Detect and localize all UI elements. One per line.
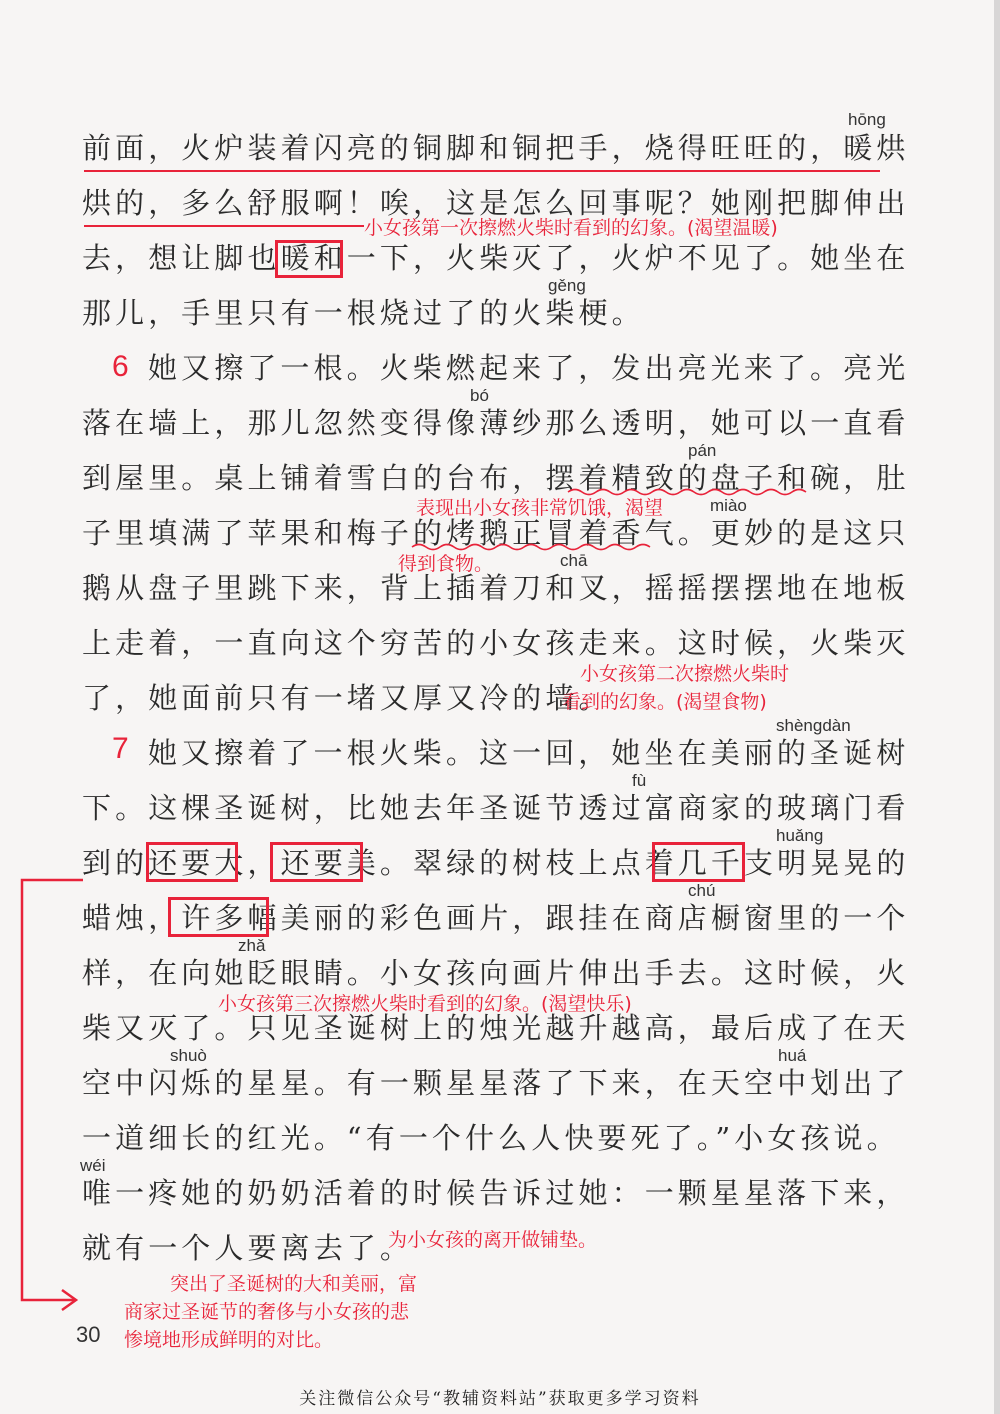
bracket-line [22, 880, 83, 1300]
text-line-5: 她又擦了一根。火柴燃起来了，发出亮光来了。亮光 [148, 351, 910, 385]
text-line-8: 子里填满了苹果和梅子的烤鹅正冒着香气。更妙的是这只 [82, 516, 910, 550]
pinyin: huá [778, 1046, 807, 1065]
text-line-15: 蜡烛，许多幅美丽的彩色画片，跟挂在商店橱窗里的一个 [82, 901, 910, 935]
annotation-note: 小女孩第三次擦燃火柴时看到的幻象。(渴望快乐) [218, 993, 632, 1015]
paragraph-number: 7 [112, 732, 129, 765]
highlight-box [652, 842, 745, 882]
text-line-13: 下。这棵圣诞树，比她去年圣诞节透过富商家的玻璃门看 [82, 791, 910, 825]
pinyin: chā [560, 551, 588, 570]
arrow-icon [62, 1290, 76, 1310]
annotation-note: 表现出小女孩非常饥饿，渴望 [416, 497, 664, 519]
annotation-note: 得到食物。 [398, 553, 494, 575]
annotation-note: 小女孩第二次擦燃火柴时 [580, 663, 790, 685]
annotation-note: 惨境地形成鲜明的对比。 [124, 1329, 334, 1351]
text-line-18: 空中闪烁的星星。有一颗星星落了下来，在天空中划出了 [82, 1066, 910, 1100]
pinyin: zhǎ [238, 936, 266, 955]
pinyin: shuò [170, 1046, 207, 1065]
text-line-16: 样，在向她眨眼睛。小女孩向画片伸出手去。这时候，火 [82, 956, 910, 990]
text-line-17: 柴又灭了。只见圣诞树上的烛光越升越高，最后成了在天 [82, 1011, 910, 1045]
text-line-21: 就有一个人要离去了。 [82, 1231, 414, 1265]
pinyin: pán [688, 441, 717, 460]
pinyin: shèngdàn [776, 716, 851, 735]
text-line-11: 了，她面前只有一堵又厚又冷的墙。 [82, 681, 612, 715]
text-line-7: 到屋里。桌上铺着雪白的台布，摆着精致的盘子和碗，肚 [82, 461, 910, 495]
text-line-2: 烘的，多么舒服啊！唉，这是怎么回事呢？她刚把脚伸出 [82, 186, 910, 220]
annotation-note: 商家过圣诞节的奢侈与小女孩的悲 [124, 1301, 410, 1323]
highlight-box [270, 842, 363, 882]
text-line-12: 她又擦着了一根火柴。这一回，她坐在美丽的圣诞树 [148, 736, 910, 770]
pinyin: miào [710, 496, 747, 515]
annotation-note: 为小女孩的离开做铺垫。 [388, 1229, 598, 1251]
underline-mark [84, 225, 364, 227]
pinyin: gěng [548, 276, 586, 295]
text-line-6: 落在墙上，那儿忽然变得像薄纱那么透明，她可以一直看 [82, 406, 910, 440]
pinyin: huǎng [776, 826, 824, 845]
footer-note: 关注微信公众号“教辅资料站”获取更多学习资料 [299, 1389, 701, 1409]
text-line-19: 一道细长的红光。“有一个什么人快要死了。”小女孩说。 [82, 1121, 900, 1155]
text-line-4: 那儿，手里只有一根烧过了的火柴梗。 [82, 296, 645, 330]
text-line-10: 上走着，一直向这个穷苦的小女孩走来。这时候，火柴灭 [82, 626, 910, 660]
text-line-20: 唯一疼她的奶奶活着的时候告诉过她：一颗星星落下来， [82, 1176, 910, 1210]
page-edge [994, 0, 1000, 1414]
pinyin: fù [632, 771, 647, 790]
highlight-box [275, 240, 343, 278]
text-line-9: 鹅从盘子里跳下来，背上插着刀和叉，摇摇摆摆地在地板 [82, 571, 910, 605]
text-line-3: 去，想让脚也暖和一下，火柴灭了，火炉不见了。她坐在 [82, 241, 910, 275]
annotation-note: 突出了圣诞树的大和美丽，富 [170, 1273, 418, 1295]
underline-mark [84, 170, 880, 172]
highlight-box [168, 897, 269, 937]
pinyin: wéi [80, 1156, 106, 1175]
paragraph-number: 6 [112, 350, 129, 383]
pinyin: hōng [848, 110, 886, 129]
annotation-note: 小女孩第一次擦燃火柴时看到的幻象。(渴望温暖) [364, 217, 778, 239]
page-number: 30 [76, 1322, 101, 1347]
text-line-1: 前面，火炉装着闪亮的铜脚和铜把手，烧得旺旺的，暖烘 [82, 131, 910, 165]
pinyin: chú [688, 881, 716, 900]
pinyin: bó [470, 386, 489, 405]
highlight-box [146, 842, 238, 882]
text-line-14: 到的还要大，还要美。翠绿的树枝上点着几千支明晃晃的 [82, 846, 910, 880]
annotation-note: 看到的幻象。(渴望食物) [562, 691, 767, 713]
